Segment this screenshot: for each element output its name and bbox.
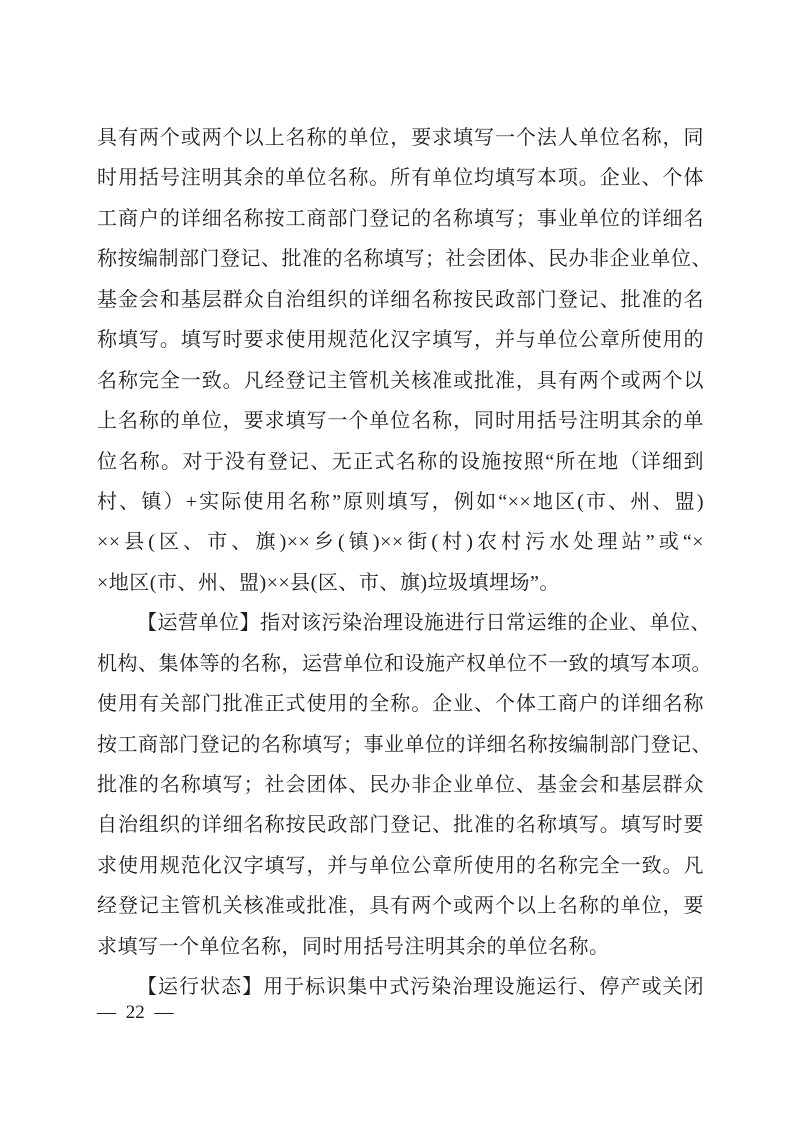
text-line: 称填写。填写时要求使用规范化汉字填写，并与单位公章所使用的 xyxy=(97,329,704,352)
text-line: 【运营单位】指对该污染治理设施进行日常运维的企业、单位、 xyxy=(137,612,711,635)
text-line: 工商户的详细名称按工商部门登记的名称填写；事业单位的详细名 xyxy=(97,207,704,230)
text-line: 使用有关部门批准正式使用的全称。企业、个体工商户的详细名称 xyxy=(97,693,704,716)
text-line: 求使用规范化汉字填写，并与单位公章所使用的名称完全一致。凡 xyxy=(97,854,704,877)
text-line: 称按编制部门登记、批准的名称填写；社会团体、民办非企业单位、 xyxy=(97,248,712,271)
text-line: 村、镇）+实际使用名称”原则填写，例如“××地区(市、州、盟) xyxy=(97,490,704,513)
text-line: 求填写一个单位名称，同时用括号注明其余的单位名称。 xyxy=(97,935,610,958)
text-line: 批准的名称填写；社会团体、民办非企业单位、基金会和基层群众 xyxy=(97,774,704,796)
text-line: 【运行状态】用于标识集中式污染治理设施运行、停产或关闭 xyxy=(137,976,704,999)
text-line: 名称完全一致。凡经登记主管机关核准或批准，具有两个或两个以 xyxy=(97,369,704,392)
text-line: 按工商部门登记的名称填写；事业单位的详细名称按编制部门登记、 xyxy=(97,733,712,756)
paragraph xyxy=(97,118,712,603)
text-line: 自治组织的详细名称按民政部门登记、批准的名称填写。填写时要 xyxy=(97,814,704,837)
text-line: 上名称的单位，要求填写一个单位名称，同时用括号注明其余的单 xyxy=(97,410,704,433)
text-line: 时用括号注明其余的单位名称。所有单位均填写本项。企业、个体 xyxy=(97,167,704,190)
text-line: 经登记主管机关核准或批准，具有两个或两个以上名称的单位，要 xyxy=(97,895,704,918)
text-line: 机构、集体等的名称，运营单位和设施产权单位不一致的填写本项。 xyxy=(97,652,712,675)
paragraph xyxy=(97,967,704,1007)
page-number: — 22 — xyxy=(97,1002,174,1023)
text-line: 具有两个或两个以上名称的单位，要求填写一个法人单位名称，同 xyxy=(97,127,704,149)
paragraph xyxy=(97,603,712,967)
text-line: ×地区(市、州、盟)××县(区、市、旗)垃圾填埋场”。 xyxy=(97,571,560,594)
text-line: ××县(区、市、旗)××乡(镇)××街(村)农村污水处理站”或“× xyxy=(97,531,704,554)
body-text xyxy=(97,118,712,1008)
text-line: 位名称。对于没有登记、无正式名称的设施按照“所在地（详细到 xyxy=(97,450,704,473)
text-line: 基金会和基层群众自治组织的详细名称按民政部门登记、批准的名 xyxy=(97,288,704,311)
